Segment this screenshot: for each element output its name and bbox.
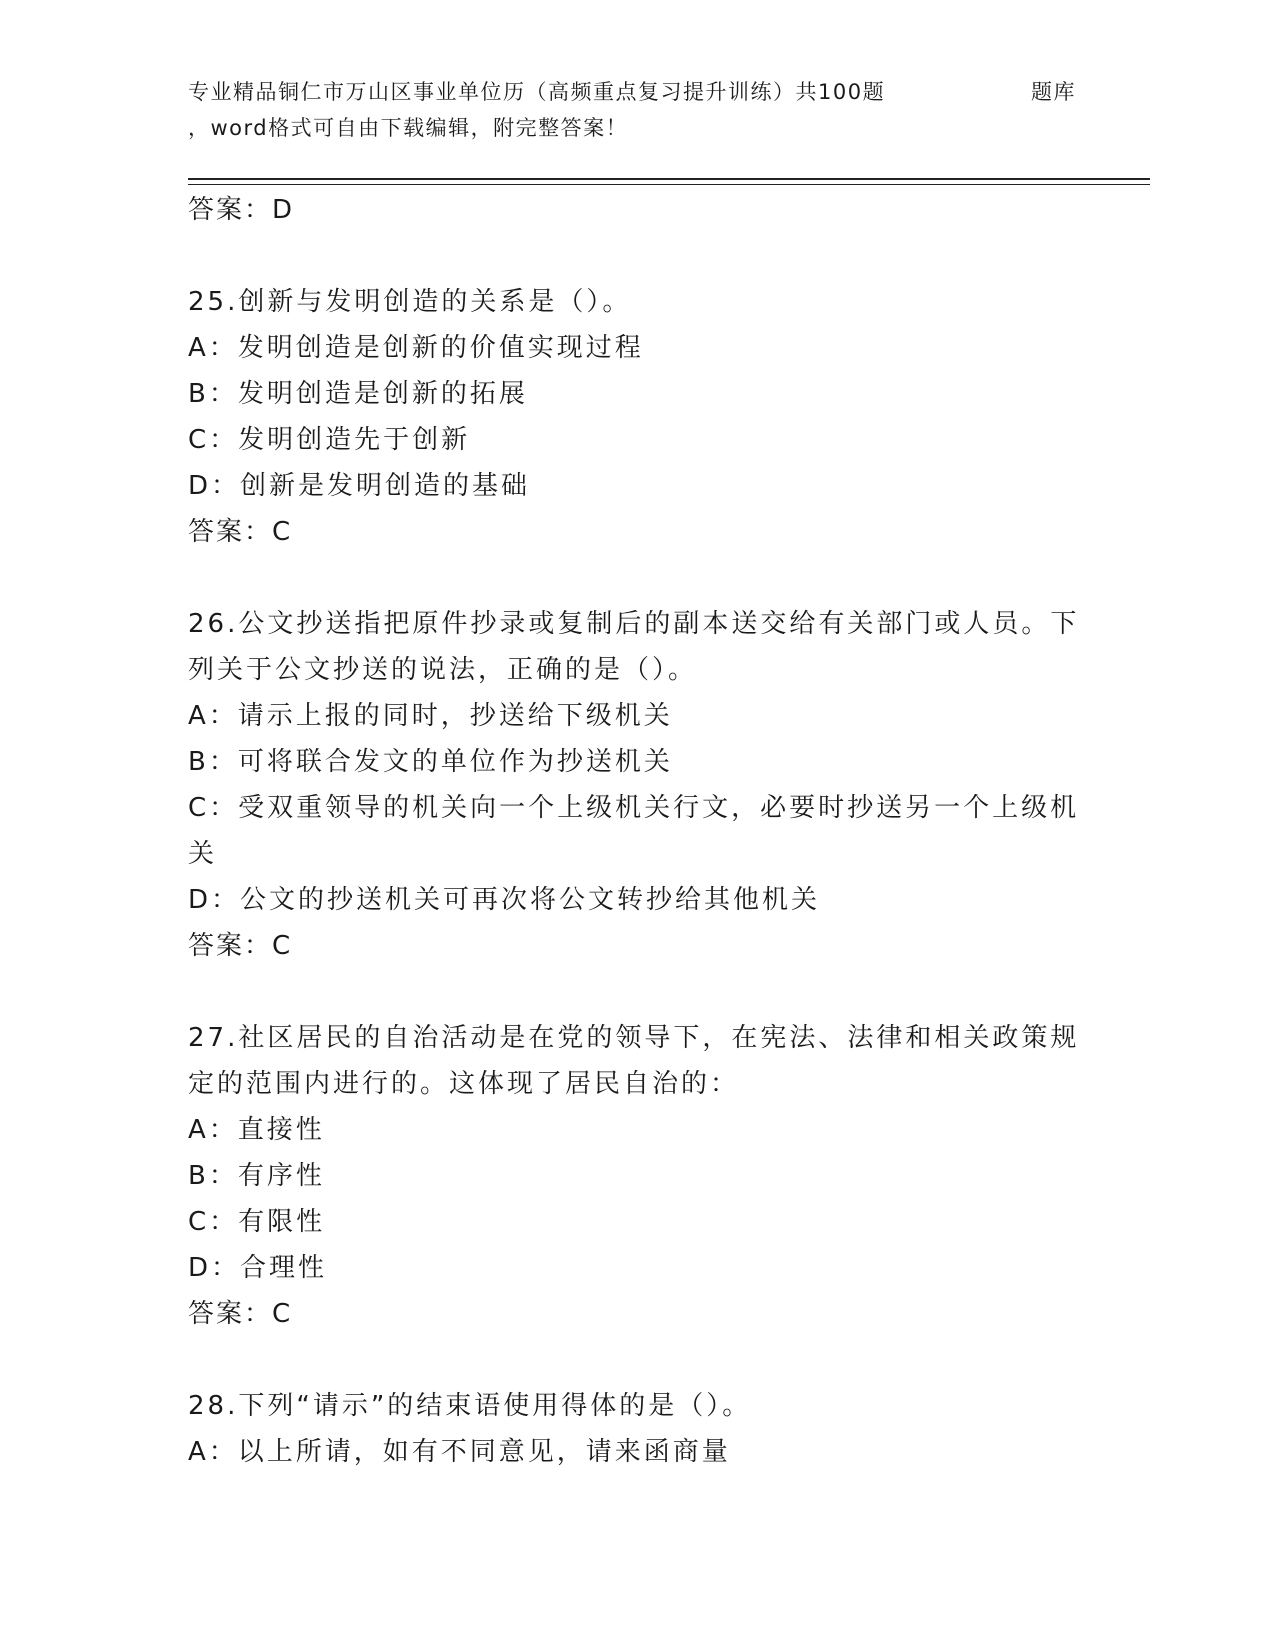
question-26 [188, 601, 1088, 969]
answer: 答案：C [188, 1299, 293, 1329]
question-content [188, 187, 1088, 1475]
option-a: A：请示上报的同时，抄送给下级机关 [188, 701, 673, 731]
answer: 答案：C [188, 931, 293, 961]
option-b: B：有序性 [188, 1161, 325, 1191]
spacer [188, 233, 1088, 279]
option-d: D：公文的抄送机关可再次将公文转抄给其他机关 [188, 885, 821, 915]
spacer [188, 969, 1088, 1015]
page-header [188, 74, 1088, 146]
option-c-continued: 关 [188, 839, 218, 869]
header-rule-thick [188, 178, 1150, 180]
option-d: D：合理性 [188, 1253, 328, 1283]
question-text: 27.社区居民的自治活动是在党的领导下，在宪法、法律和相关政策规 [188, 1023, 1080, 1053]
previous-answer: 答案：D [188, 195, 295, 225]
question-text: 25.创新与发明创造的关系是（）。 [188, 287, 632, 317]
spacer [188, 555, 1088, 601]
spacer [188, 1337, 1088, 1383]
option-b: B：发明创造是创新的拓展 [188, 379, 528, 409]
header-title: 专业精品铜仁市万山区事业单位历（高频重点复习提升训练）共100题 [188, 80, 886, 104]
question-27 [188, 1015, 1088, 1337]
option-c: C：有限性 [188, 1207, 326, 1237]
header-subtitle: ，word格式可自由下载编辑，附完整答案！ [188, 116, 629, 140]
option-a: A：以上所请，如有不同意见，请来函商量 [188, 1437, 731, 1467]
header-rule-thin [188, 184, 1150, 185]
option-b: B：可将联合发文的单位作为抄送机关 [188, 747, 673, 777]
question-text: 定的范围内进行的。这体现了居民自治的： [188, 1069, 740, 1099]
header-right-label: 题库 [1031, 80, 1076, 104]
question-text: 列关于公文抄送的说法，正确的是（）。 [188, 655, 698, 685]
option-d: D：创新是发明创造的基础 [188, 471, 531, 501]
option-c: C：发明创造先于创新 [188, 425, 471, 455]
question-text: 26.公文抄送指把原件抄录或复制后的副本送交给有关部门或人员。下 [188, 609, 1080, 639]
question-text: 28.下列“请示”的结束语使用得体的是（）。 [188, 1391, 752, 1421]
option-c: C：受双重领导的机关向一个上级机关行文，必要时抄送另一个上级机 [188, 793, 1080, 823]
question-28 [188, 1383, 1088, 1475]
option-a: A：发明创造是创新的价值实现过程 [188, 333, 644, 363]
answer: 答案：C [188, 517, 293, 547]
question-25 [188, 279, 1088, 555]
option-a: A：直接性 [188, 1115, 325, 1145]
